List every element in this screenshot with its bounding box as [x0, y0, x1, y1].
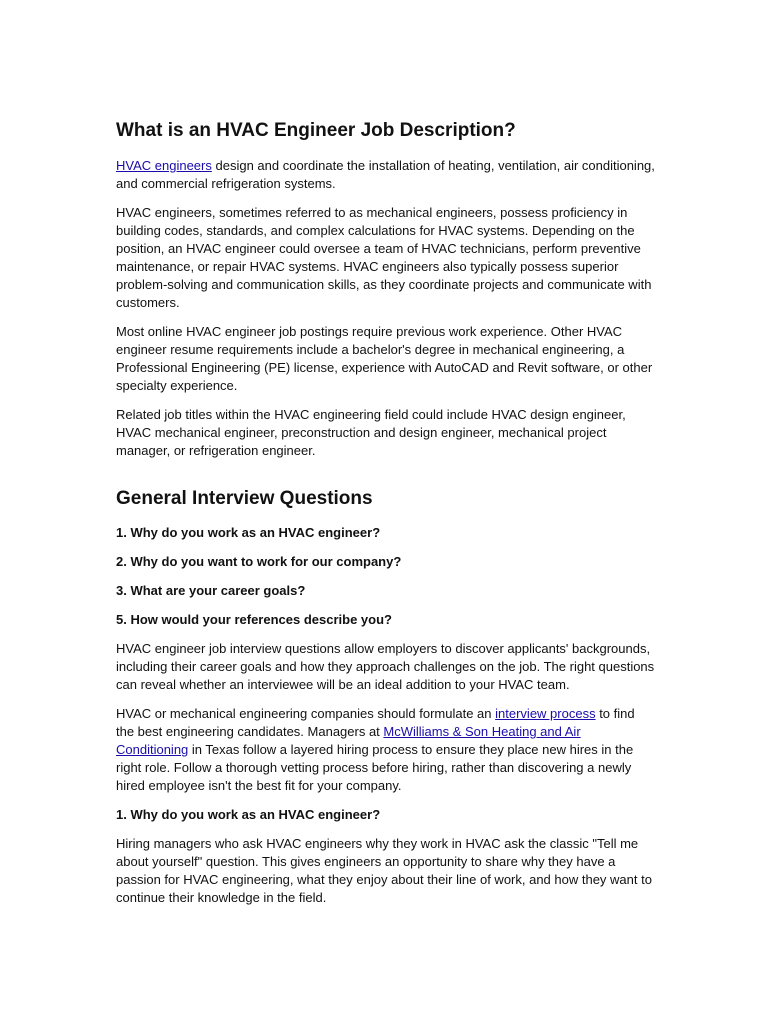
- interview-process-link[interactable]: interview process: [495, 706, 596, 721]
- hiring-process-paragraph: [116, 705, 656, 795]
- question-item: 1. Why do you work as an HVAC engineer?: [116, 525, 381, 540]
- document-page: [116, 118, 656, 918]
- related-titles-paragraph: Related job titles within the HVAC engineering field could include HVAC design engineer, HVAC mechanical engineer, preconstruction and design engineer, mechanical project manager, or refrigeration engineer.: [116, 407, 626, 458]
- section-title-general-questions: General Interview Questions: [116, 488, 373, 509]
- answer-paragraph: Hiring managers who ask HVAC engineers why they work in HVAC ask the classic "Tell me about yourself" question. This gives engineers an opportunity to share why they have a passion for HVAC engineering, what they enjoy about their line of work, and how they want to continue their knowledge in the field.: [116, 836, 652, 905]
- interview-purpose-paragraph: HVAC engineer job interview questions allow employers to discover applicants' backgrounds, including their career goals and how they approach challenges on the job. The right questions can reveal whether an interviewee will be an ideal addition to your HVAC team.: [116, 641, 655, 692]
- page-title: What is an HVAC Engineer Job Description?: [116, 120, 516, 141]
- proficiency-paragraph: HVAC engineers, sometimes referred to as mechanical engineers, possess proficiency in building codes, standards, and complex calculations for HVAC systems. Depending on the position, an HVAC engineer could oversee a team of HVAC technicians, perform preventive maintenance, or repair HVAC systems. HVAC engineers also typically possess superior problem-solving and communication skills, as they coordinate projects and communicate with customers.: [116, 205, 652, 310]
- hiring-process-text-3: in Texas follow a layered hiring process to ensure they place new hires in the right role. Follow a thorough vetting process before hiring, rather than discovering a newly hired employee isn't the best fit for your company.: [116, 742, 634, 793]
- question-item: 2. Why do you want to work for our company?: [116, 554, 402, 569]
- hvac-engineers-link[interactable]: HVAC engineers: [116, 158, 212, 173]
- hiring-process-text-1: HVAC or mechanical engineering companies should formulate an: [116, 706, 496, 721]
- intro-paragraph: [116, 157, 656, 193]
- mcwilliams-link[interactable]: McWilliams & Son Heating and Air Conditioning: [116, 724, 581, 757]
- requirements-paragraph: Most online HVAC engineer job postings require previous work experience. Other HVAC engineer resume requirements include a bachelor's degree in mechanical engineering, a Professional Engineering (PE) license, experience with AutoCAD and Revit software, or other specialty experience.: [116, 324, 653, 393]
- question-item: 5. How would your references describe you?: [116, 612, 392, 627]
- question-heading: 1. Why do you work as an HVAC engineer?: [116, 807, 381, 822]
- hiring-process-text-2: to find the best engineering candidates. Managers at: [116, 706, 635, 739]
- question-item: 3. What are your career goals?: [116, 583, 306, 598]
- intro-paragraph-text: design and coordinate the installation of heating, ventilation, air conditioning, and commercial refrigeration systems.: [116, 158, 655, 191]
